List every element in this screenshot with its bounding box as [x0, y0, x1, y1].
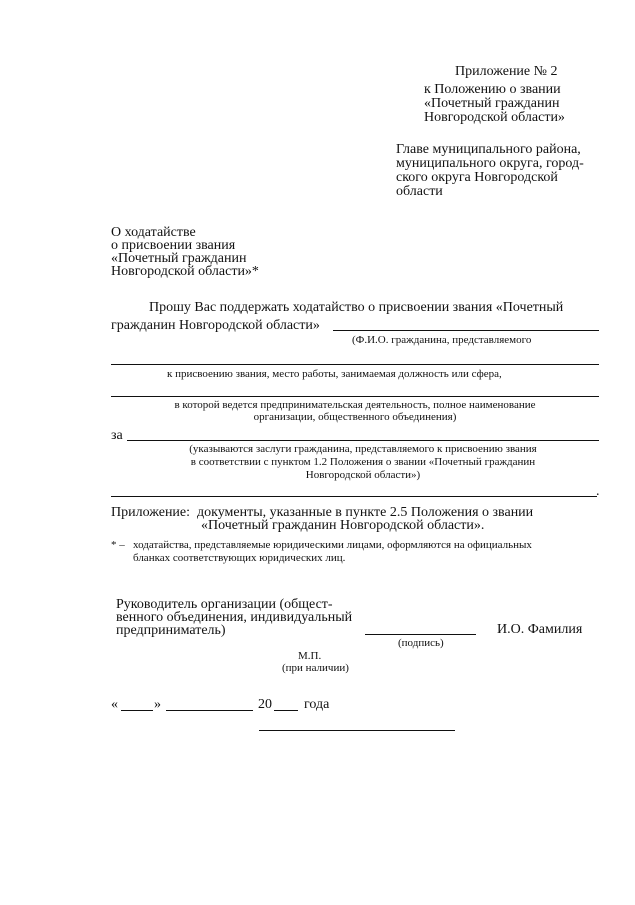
footnote-marker: * –: [111, 539, 125, 551]
fill-line: [111, 496, 597, 497]
fill-line: [111, 364, 599, 365]
merits-hint: (указываются заслуги гражданина, представляемого к присвоению звания: [189, 443, 537, 455]
signatory-title-line: венного объединения, индивидуальный: [116, 610, 353, 625]
subject-line: О ходатайстве: [111, 225, 196, 240]
footnote-text: ходатайства, представляемые юридическими лицами, оформляются на официальных: [133, 539, 532, 551]
position-hint: к присвоению звания, место работы, занимаемая должность или сфера,: [167, 368, 502, 380]
bottom-rule: [259, 730, 455, 731]
addressee-line: ского округа Новгородской: [396, 170, 558, 185]
appendix-reference-line: Новгородской области»: [424, 110, 565, 125]
appendix-number: Приложение № 2: [455, 64, 558, 79]
date-day-line: [121, 710, 153, 711]
addressee-line: муниципального округа, город-: [396, 156, 584, 171]
addressee-line: Главе муниципального района,: [396, 142, 581, 157]
organization-hint: организации, общественного объединения): [253, 411, 457, 423]
merits-hint: в соответствии с пунктом 1.2 Положения о звании «Почетный гражданин: [190, 456, 536, 468]
trailing-dot: .: [596, 484, 600, 499]
signatory-title-line: предприниматель): [116, 623, 226, 638]
merits-fill-line: [127, 440, 599, 441]
signatory-title-line: Руководитель организации (общест-: [116, 597, 333, 612]
request-text-line1: Прошу Вас поддержать ходатайство о присвоении звания «Почетный: [149, 300, 564, 315]
date-century: 20: [258, 697, 272, 712]
attachment-text: документы, указанные в пункте 2.5 Положения о звании: [197, 505, 534, 520]
attachment-text: «Почетный гражданин Новгородской области».: [201, 518, 485, 533]
date-year-line: [274, 710, 298, 711]
merits-hint: Новгородской области»): [305, 469, 421, 481]
appendix-reference-line: «Почетный гражданин: [424, 96, 560, 111]
date-year-word: года: [304, 697, 330, 712]
fill-line: [111, 396, 599, 397]
signature-hint: (подпись): [398, 637, 444, 649]
za-label: за: [111, 428, 123, 443]
signature-line: [365, 634, 476, 635]
footnote-text: бланках соответствующих юридических лиц.: [133, 552, 346, 564]
date-close-quote: »: [154, 697, 161, 712]
appendix-reference-line: к Положению о звании: [424, 82, 561, 97]
stamp-label: М.П.: [298, 650, 322, 662]
date-month-line: [166, 710, 253, 711]
signatory-name: И.О. Фамилия: [497, 622, 583, 637]
subject-line: о присвоении звания: [111, 238, 236, 253]
organization-hint: в которой ведется предпринимательская деятельность, полное наименование: [174, 399, 536, 411]
addressee-line: области: [396, 184, 443, 199]
fio-fill-line: [333, 330, 599, 331]
fio-hint: (Ф.И.О. гражданина, представляемого: [352, 334, 532, 346]
stamp-hint: (при наличии): [282, 662, 349, 674]
date-open-quote: «: [111, 697, 118, 712]
subject-line: «Почетный гражданин: [111, 251, 247, 266]
subject-line: Новгородской области»*: [111, 264, 259, 279]
request-text-line2: гражданин Новгородской области»: [111, 318, 320, 333]
attachment-label: Приложение:: [111, 505, 191, 520]
